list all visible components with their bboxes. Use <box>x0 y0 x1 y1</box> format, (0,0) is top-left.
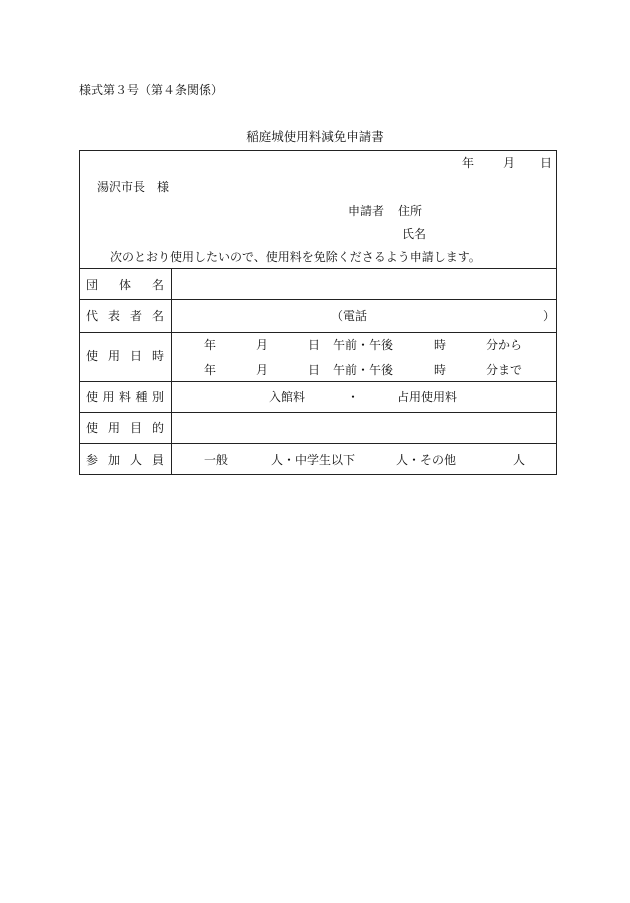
name-label: 氏名 <box>402 227 427 241</box>
start-ampm-label: 午前・午後 <box>333 338 394 352</box>
form-title: 稲庭城使用料減免申請書 <box>246 129 384 144</box>
table-divider <box>80 443 556 444</box>
date-year-label: 年 <box>462 156 475 170</box>
end-ampm-label: 午前・午後 <box>333 363 394 377</box>
participants-general-label: 一般 <box>204 453 229 467</box>
end-year-label: 年 <box>204 363 217 377</box>
phone-open-label: （電話 <box>331 309 368 323</box>
fee-type-label: 使 用 料 種 別 <box>86 390 164 404</box>
date-month-label: 月 <box>503 156 516 170</box>
application-form-table <box>79 150 557 475</box>
participants-person-label: 人 <box>513 453 526 467</box>
participants-other-label: 人・その他 <box>396 453 457 467</box>
table-column-divider <box>171 268 172 474</box>
group-name-label: 団 体 名 <box>86 278 164 292</box>
start-hour-label: 時 <box>434 338 447 352</box>
table-divider <box>80 332 556 333</box>
fee-option-separator: ・ <box>347 390 360 404</box>
start-year-label: 年 <box>204 338 217 352</box>
table-divider <box>80 299 556 300</box>
phone-close-label: ） <box>543 309 556 323</box>
fee-option-occupancy: 占用使用料 <box>397 390 458 404</box>
representative-label: 代 表 者 名 <box>86 309 164 323</box>
fee-option-admission: 入館料 <box>269 390 306 404</box>
end-minute-label: 分まで <box>486 363 523 377</box>
end-day-label: 日 <box>308 363 321 377</box>
applicant-label: 申請者 <box>348 204 385 218</box>
start-month-label: 月 <box>256 338 269 352</box>
addressee: 湯沢市長 様 <box>97 180 170 194</box>
purpose-label: 使 用 目 的 <box>86 421 164 435</box>
participants-label: 参 加 人 員 <box>86 453 164 467</box>
start-day-label: 日 <box>308 338 321 352</box>
table-divider <box>80 412 556 413</box>
form-number: 様式第３号（第４条関係） <box>79 83 224 97</box>
start-minute-label: 分から <box>486 338 523 352</box>
address-label: 住所 <box>398 204 423 218</box>
participants-junior-label: 人・中学生以下 <box>271 453 356 467</box>
table-divider <box>80 268 556 269</box>
table-divider <box>80 381 556 382</box>
usage-datetime-label: 使 用 日 時 <box>86 349 164 363</box>
end-hour-label: 時 <box>434 363 447 377</box>
request-statement: 次のとおり使用したいので、使用料を免除くださるよう申請します。 <box>110 250 481 264</box>
date-day-label: 日 <box>540 156 553 170</box>
end-month-label: 月 <box>256 363 269 377</box>
